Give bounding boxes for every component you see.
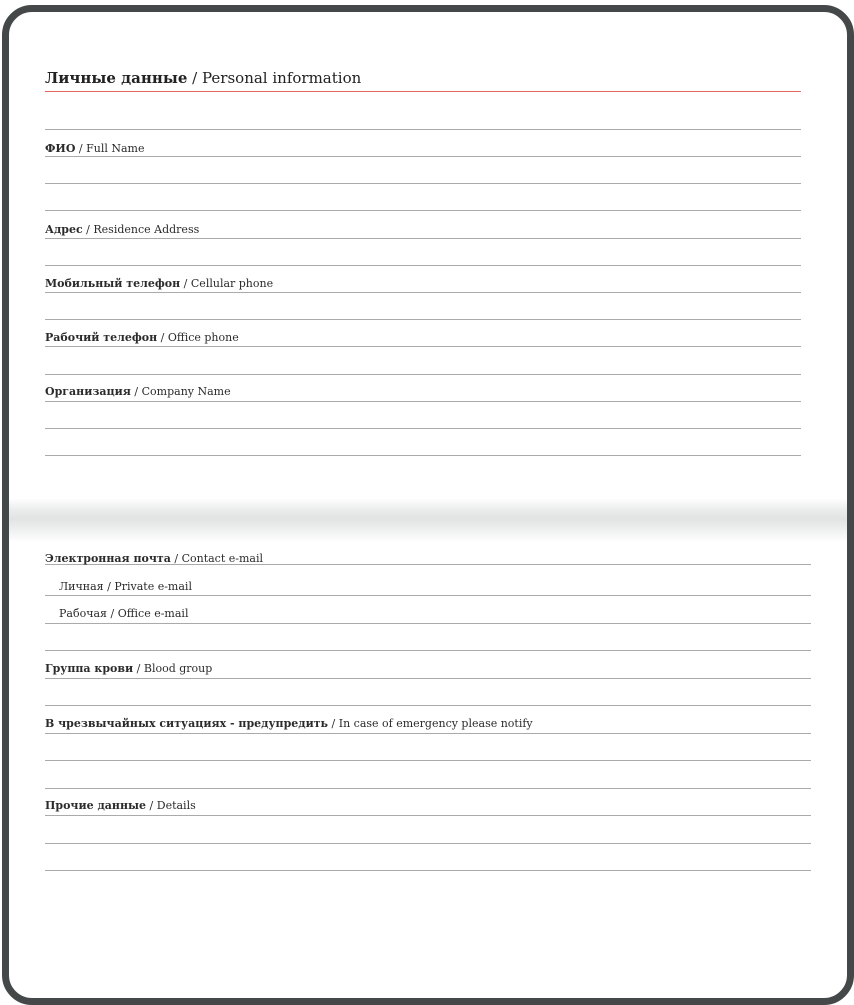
details-label: Прочие данные / Details: [45, 799, 196, 812]
blank-line: [45, 183, 801, 184]
office-phone-line[interactable]: [45, 346, 801, 347]
blank-line: [45, 870, 811, 871]
address-label: Адрес / Residence Address: [45, 223, 200, 236]
blood-group-label: Группа крови / Blood group: [45, 662, 213, 675]
blank-line: [45, 788, 811, 789]
blank-line: [45, 210, 801, 211]
blank-line: [45, 650, 811, 651]
blank-line: [45, 705, 811, 706]
full-name-line[interactable]: [45, 156, 801, 157]
private-email-line[interactable]: [45, 595, 811, 596]
blank-line: [45, 455, 801, 456]
office-phone-label: Рабочий телефон / Office phone: [45, 331, 239, 344]
blank-line: [45, 265, 801, 266]
blood-group-line[interactable]: [45, 678, 811, 679]
office-email-line[interactable]: [45, 623, 811, 624]
full-name-label: ФИО / Full Name: [45, 142, 145, 155]
cellular-phone-line[interactable]: [45, 292, 801, 293]
cellular-phone-label: Мобильный телефон / Cellular phone: [45, 277, 274, 290]
address-line[interactable]: [45, 238, 801, 239]
page-fold-shadow: [9, 498, 847, 542]
blank-line: [45, 428, 801, 429]
company-name-line[interactable]: [45, 401, 801, 402]
emergency-label: В чрезвычайных ситуациях - предупредить / In case of emergency please notify: [45, 717, 533, 730]
blank-line: [45, 374, 801, 375]
blank-line: [45, 760, 811, 761]
blank-line: [45, 843, 811, 844]
details-line[interactable]: [45, 815, 811, 816]
emergency-line[interactable]: [45, 733, 811, 734]
office-email-label: Рабочая / Office e-mail: [59, 607, 189, 620]
section-title-en: Personal information: [202, 69, 362, 87]
section-title: Личные данные / Personal information: [45, 69, 362, 87]
company-name-label: Организация / Company Name: [45, 385, 231, 398]
contact-email-label: Электронная почта / Contact e-mail: [45, 552, 264, 565]
notebook-page: [2, 5, 854, 1005]
private-email-label: Личная / Private e-mail: [59, 580, 192, 593]
blank-line: [45, 129, 801, 130]
blank-line: [45, 319, 801, 320]
section-title-ru: Личные данные: [45, 69, 188, 87]
title-underline: [45, 91, 801, 92]
